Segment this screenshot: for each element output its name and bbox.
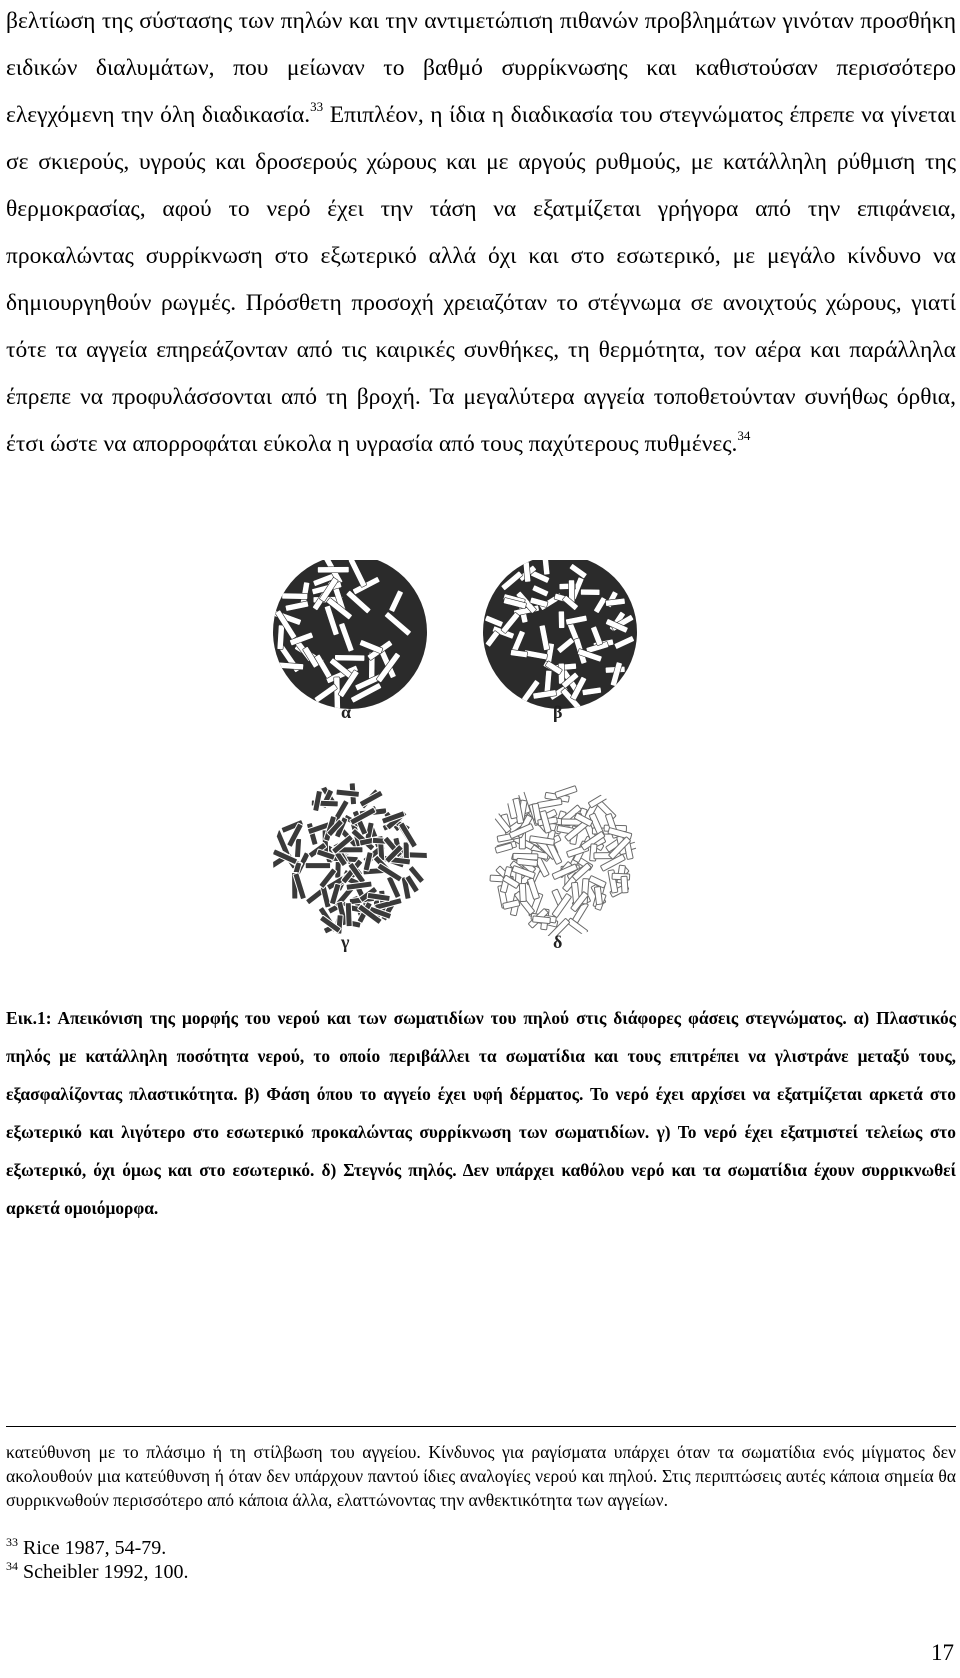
footnote-number: 33 (6, 1535, 18, 1549)
footnote-separator (6, 1426, 956, 1427)
footnote-ref-33[interactable]: 33 (310, 99, 324, 114)
figure-drying-phases (270, 560, 700, 990)
clay-particle (345, 903, 352, 927)
clay-particle (621, 876, 628, 893)
clay-particle (277, 625, 284, 650)
clay-particle (282, 593, 308, 599)
clay-particle (305, 863, 330, 869)
clay-particle (406, 852, 433, 859)
footnote-ref-34[interactable]: 34 (737, 428, 751, 443)
clay-particle (533, 916, 551, 924)
figure-label-b: β (553, 702, 563, 722)
page-number: 17 (931, 1640, 954, 1665)
clay-particle (317, 567, 349, 573)
clay-particle (519, 883, 526, 901)
paragraph-middle: Επιπλέον, η ίδια η διαδικασία του στεγνώματος έπρεπε να γίνεται σε σκιερούς, υγρούς και δροσερούς χώρους και με αργούς ρυθμούς, με κατάλληλη ρύθμιση της θερμοκρασίας, αφού το νερό έχει την τάση να εξατμίζεται γρήγορα από την επιφάνεια, προκαλώντας συρρίκνωση στο εξωτερικό αλλά όχι και στο εσωτερικό, με μεγάλο κίνδυνο να δημιουργηθούν ρωγμές. Πρόσθετη προσοχή χρειαζόταν το στέγνωμα σε ανοιχτούς χώρους, γιατί τότε τα αγγεία επηρεάζονταν από τις καιρικές συνθήκες, τη θερμότητα, τον αέρα και παράλληλα έπρεπε να προφυλάσσονται από τη βροχή. Τα μεγαλύτερα αγγεία τοποθετούνταν συνήθως όρθια, έτσι ώστε να απορροφάται εύκολα η υγρασία από τους παχύτερους πυθμένες. (6, 102, 956, 457)
figure-caption: Εικ.1: Απεικόνιση της μορφής του νερού και των σωματιδίων του πηλού στις διάφορες φάσεις στεγνώματος. α) Πλαστικός πηλός με κατάλληλη ποσότητα νερού, το οποίο περιβάλλει τα σωματίδια και τους επιτρέπει να γλιστράνε μεταξύ τους, εξασφαλίζοντας πλαστικότητα. β) Φάση όπου το αγγείο έχει υφή δέρματος. Το νερό έχει αρχίσει να εξατμίζεται αρκετά στο εξωτερικό και λιγότερο στο εσωτερικό προκαλώντας συρρίκνωση των σωματιδίων. γ) Το νερό έχει εξατμιστεί τελείως στο εξωτερικό, όχι όμως και στο εσωτερικό. δ) Στεγνός πηλός. Δεν υπάρχει καθόλου νερό και τα σωματίδια έχουν συρρικνωθεί αρκετά ομοιόμορφα. (6, 1008, 956, 1218)
figure-panel-β (483, 560, 637, 710)
paragraph-start: βελτίωση της σύστασης των πηλών και την αντιμετώπιση πιθανών προβλημάτων γινόταν προσθήκη ειδικών διαλυμάτων, που μείωναν το βαθμό συρρίκνωσης και καθιστούσαν περισσότερο ελεγχόμενη την όλη διαδικασία. (6, 8, 956, 128)
footnote-34 (6, 1560, 189, 1584)
footnote-33 (6, 1536, 166, 1560)
footnote-number: 34 (6, 1559, 18, 1573)
figure-label-d: δ (553, 932, 563, 952)
figure-illustration (270, 560, 700, 990)
clay-particle (335, 655, 365, 662)
figure-label-c: γ (341, 932, 350, 952)
footnote-text: Rice 1987, 54-79. (23, 1537, 167, 1559)
clay-particle (581, 589, 600, 595)
figure-panel-γ (270, 783, 433, 937)
figure-label-a: α (341, 702, 352, 722)
figure-panel-α (271, 560, 427, 711)
figure-panel-δ (483, 783, 640, 941)
clay-particle (558, 611, 564, 628)
body-paragraph (6, 0, 956, 468)
footnote-continuation: κατεύθυνση με το πλάσιμο ή τη στίλβωση του αγγείου. Κίνδυνος για ραγίσματα υπάρχει όταν τα σωματίδια ενός μίγματος δεν ακολουθούν μια κατεύθυνση ή όταν δεν υπάρχουν παντού ίδιες αναλογίες νερού και πηλού. Στις περιπτώσεις αυτές κάποια σημεία θα συρρικνωθούν περισσότερο από κάποια άλλα, ελαττώνοντας την ανθεκτικότητα των αγγείων. (6, 1442, 956, 1510)
footnote-text: Scheibler 1992, 100. (23, 1561, 189, 1583)
clay-particle (523, 562, 531, 583)
